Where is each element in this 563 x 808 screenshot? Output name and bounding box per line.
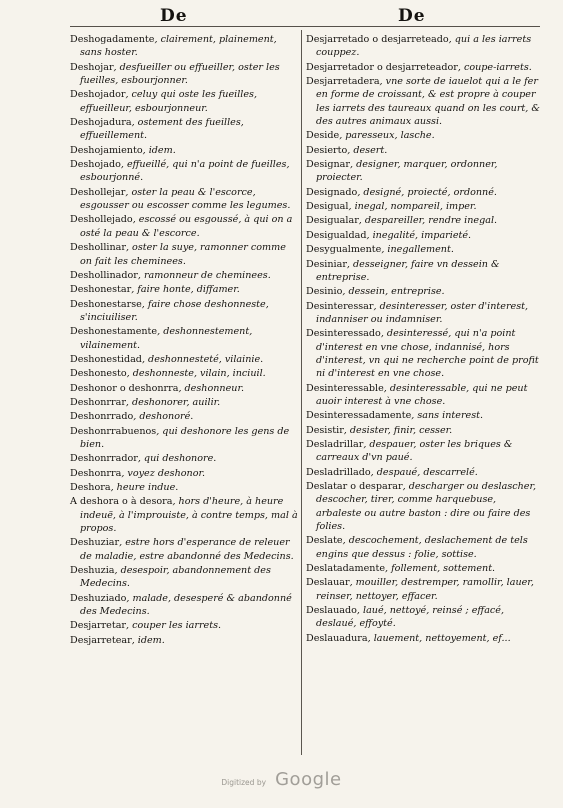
- left-column: [70, 33, 298, 648]
- dictionary-entry: [306, 480, 542, 533]
- entry-headword: Desygualmente: [306, 244, 382, 256]
- right-column: [306, 33, 542, 646]
- entry-headword: Deshonrra: [70, 467, 122, 479]
- entry-headword: Deside: [306, 130, 340, 142]
- dictionary-entry: [306, 424, 542, 437]
- entry-headword: Designar: [306, 159, 350, 171]
- entry-headword: Deshuzia: [70, 565, 115, 577]
- dictionary-entry: [306, 214, 542, 227]
- entry-headword: Deshonrrador: [70, 453, 138, 465]
- entry-headword: Deslauar: [306, 577, 350, 589]
- dictionary-entry: [70, 116, 298, 143]
- entry-definition: , follement, sottement.: [385, 563, 496, 575]
- entry-headword: Desistir: [306, 424, 344, 436]
- entry-definition: , despareiller, rendre inegal.: [358, 215, 498, 227]
- entry-headword: Desjarretar: [70, 620, 126, 632]
- entry-headword: Desinteressar: [306, 300, 374, 312]
- entry-definition: , desfueiller ou effueiller, oster les fueilles, esbourjonner.: [80, 61, 280, 87]
- dictionary-entry: [70, 213, 298, 240]
- dictionary-entry: [70, 88, 298, 115]
- dictionary-entry: [306, 61, 542, 74]
- dictionary-entry: [70, 536, 298, 563]
- entry-headword: Deshollinar: [70, 242, 126, 254]
- entry-definition: , oster la suye, ramonner comme on fait les cheminees.: [80, 242, 286, 267]
- entry-definition: , deshonnesteté, vilainie.: [141, 353, 264, 365]
- dictionary-entry: [70, 452, 298, 465]
- dictionary-entry: [306, 285, 542, 298]
- entry-definition: , despauer, oster les briques & carreaux d'vn paué.: [316, 438, 513, 464]
- entry-definition: , deshonorer, auilir.: [125, 396, 221, 408]
- entry-headword: Desigual: [306, 201, 349, 213]
- dictionary-entry: [306, 258, 542, 285]
- entry-definition: , despaué, descarrelé.: [370, 466, 478, 478]
- dictionary-entry: [70, 634, 298, 647]
- running-head-left: De: [160, 6, 188, 26]
- entry-definition: , designer, marquer, ordonner, proiecter.: [316, 159, 498, 184]
- header-rule: [70, 26, 540, 27]
- entry-definition: , qui a les iarrets couppez.: [316, 34, 532, 59]
- entry-definition: , coupe-iarrets.: [457, 61, 532, 73]
- entry-definition: , escossé ou esgoussé, à qui on a osté la peau & l'escorce.: [80, 214, 293, 239]
- entry-definition: , desespoir, abandonnement des Medecins.: [80, 565, 271, 590]
- entry-definition: , celuy qui oste les fueilles, effueilleur, esbourjonneur.: [80, 89, 258, 114]
- entry-definition: , dessein, entreprise.: [342, 286, 445, 298]
- entry-definition: , qui deshonore.: [137, 453, 217, 465]
- entry-definition: , desinteresser, oster d'interest, indanniser ou indamniser.: [316, 300, 529, 325]
- entry-definition: , estre hors d'esperance de releuer de maladie, estre abandonné des Medecins.: [80, 537, 294, 562]
- entry-definition: , inegalité, imparieté.: [366, 229, 472, 241]
- entry-definition: , desseigner, faire vn dessein & entreprise.: [316, 258, 500, 283]
- entry-headword: Deshojado: [70, 159, 121, 171]
- entry-headword: Desiniar: [306, 258, 347, 270]
- column-divider: [301, 30, 302, 755]
- dictionary-entry: [306, 75, 542, 128]
- dictionary-entry: [70, 382, 298, 395]
- dictionary-entry: [70, 325, 298, 352]
- dictionary-entry: [70, 495, 298, 535]
- entry-headword: A deshora o à desora: [70, 496, 173, 508]
- entry-definition: , oster la peau & l'escorce, esgousser ou escosser comme les legumes.: [80, 186, 291, 212]
- entry-headword: Desjarretador o desjarreteador: [306, 61, 458, 73]
- entry-definition: , deshonnestement, vilainement.: [80, 326, 253, 351]
- entry-headword: Desladrillar: [306, 438, 364, 450]
- entry-headword: Deshuziado: [70, 592, 127, 604]
- dictionary-entry: [306, 144, 542, 157]
- entry-headword: Deshonrrado: [70, 411, 134, 423]
- entry-headword: Deslauado: [306, 605, 357, 617]
- entry-headword: Deshora: [70, 482, 111, 493]
- dictionary-entry: [70, 425, 298, 452]
- dictionary-entry: [70, 158, 298, 185]
- running-head-right: De: [398, 6, 426, 26]
- entry-headword: Deshuziar: [70, 537, 120, 549]
- entry-definition: , clairement, plainement, sans hoster.: [80, 34, 277, 59]
- dictionary-entry: [70, 283, 298, 296]
- dictionary-entry: [306, 158, 542, 185]
- dictionary-entry: [306, 409, 542, 422]
- entry-headword: Deshonestamente: [70, 326, 158, 338]
- dictionary-entry: [70, 33, 298, 60]
- dictionary-entry: [306, 300, 542, 327]
- dictionary-entry: [306, 466, 542, 479]
- entry-headword: Desierto: [306, 144, 348, 156]
- entry-definition: , laué, nettoyé, reinsé ; effacé, deslaué, effoyté.: [316, 605, 505, 630]
- entry-headword: Desjarretadera: [306, 76, 380, 88]
- entry-definition: , sans interest.: [411, 410, 484, 422]
- running-header: [0, 4, 563, 26]
- dictionary-entry: [70, 367, 298, 380]
- dictionary-entry: [70, 269, 298, 282]
- entry-definition: , voyez deshonor.: [121, 467, 206, 479]
- dictionary-entry: [306, 382, 542, 409]
- entry-headword: Deshonrrabuenos: [70, 425, 157, 437]
- dictionary-entry: [306, 229, 542, 242]
- entry-definition: , idem.: [131, 634, 165, 646]
- entry-definition: , ramonneur de cheminees.: [137, 269, 271, 281]
- entry-definition: , hors d'heure, à heure indeuë, à l'improuiste, à contre temps, mal à propos.: [80, 496, 298, 535]
- entry-definition: , faire honte, diffamer.: [131, 284, 240, 296]
- dictionary-entry: [70, 241, 298, 268]
- entry-headword: Desjarretear: [70, 634, 132, 646]
- entry-definition: , faire chose deshonneste, s'inciuiliser.: [80, 298, 269, 323]
- dictionary-entry: [70, 564, 298, 591]
- dictionary-entry: [306, 534, 542, 561]
- entry-headword: Deshollejado: [70, 214, 133, 226]
- dictionary-entry: [306, 33, 542, 60]
- entry-headword: Deshonrrar: [70, 396, 126, 408]
- entry-headword: Desigualdad: [306, 229, 367, 241]
- entry-definition: , idem.: [142, 144, 176, 156]
- dictionary-entry: [306, 129, 542, 142]
- entry-definition: , desinteressé, qui n'a point d'interest en vne chose, indannisé, hors d'interest, vn qui ne recherche point de profit ni d'interest en vne chose.: [316, 328, 539, 380]
- entry-headword: Deshonor o deshonrra: [70, 382, 179, 394]
- dictionary-entry: [70, 481, 298, 494]
- entry-headword: Desinio: [306, 286, 343, 298]
- entry-headword: Deshogadamente: [70, 34, 155, 45]
- google-logo: Google: [275, 769, 342, 790]
- dictionary-entry: [306, 562, 542, 575]
- entry-headword: Desigualar: [306, 215, 359, 227]
- dictionary-entry: [70, 186, 298, 213]
- dictionary-entry: [306, 186, 542, 199]
- dictionary-entry: [306, 327, 542, 380]
- entry-definition: , descharger ou deslascher, descocher, tirer, comme harquebuse, arbaleste ou autre baston : dire ou faire des folies.: [316, 481, 537, 533]
- dictionary-entry: [70, 410, 298, 423]
- entry-headword: Deslatar o desparar: [306, 481, 403, 492]
- entry-definition: , desister, finir, cesser.: [343, 424, 453, 436]
- entry-headword: Desladrillado: [306, 466, 371, 478]
- entry-definition: , desert.: [347, 144, 388, 156]
- entry-definition: , qui deshonore les gens de bien.: [80, 425, 290, 450]
- entry-headword: Deshonesto: [70, 368, 127, 380]
- entry-headword: Deshonestar: [70, 284, 132, 296]
- entry-headword: Deshojar: [70, 61, 114, 73]
- entry-definition: , heure indue.: [110, 482, 179, 493]
- dictionary-entry: [306, 632, 542, 645]
- entry-definition: , couper les iarrets.: [126, 620, 222, 632]
- entry-definition: , deshonoré.: [133, 411, 194, 423]
- dictionary-entry: [306, 604, 542, 631]
- entry-headword: Deshojador: [70, 89, 126, 101]
- dictionary-entry: [70, 619, 298, 632]
- entry-definition: , inegallement.: [381, 244, 454, 256]
- entry-headword: Desinteressado: [306, 328, 381, 340]
- entry-definition: , deshonneste, vilain, inciuil.: [126, 368, 266, 380]
- entry-headword: Deslauadura: [306, 632, 368, 644]
- entry-headword: Desinteressadamente: [306, 410, 412, 422]
- entry-definition: , malade, desesperé & abandonné des Medecins.: [80, 592, 292, 618]
- entry-definition: , vne sorte de iauelot qui a le fer en forme de croissant, & est propre à couper les iarrets des taureaux quand on les court, & des autres animaux aussi.: [316, 76, 540, 128]
- entry-headword: Deslatadamente: [306, 563, 386, 575]
- entry-definition: , ostement des fueilles, effueillement.: [80, 117, 244, 142]
- dictionary-entry: [70, 144, 298, 157]
- entry-definition: , paresseux, lasche.: [339, 130, 435, 142]
- entry-definition: , effueillé, qui n'a point de fueilles, esbourjonné.: [80, 159, 290, 184]
- dictionary-entry: [70, 61, 298, 88]
- entry-headword: Designado: [306, 186, 358, 198]
- entry-definition: , designé, proiecté, ordonné.: [357, 186, 497, 198]
- entry-headword: Deshollinador: [70, 269, 138, 281]
- digitized-by-label: Digitized by: [221, 778, 267, 787]
- dictionary-entry: [70, 353, 298, 366]
- entry-headword: Desinteressable: [306, 382, 384, 394]
- entry-definition: , inegal, nompareil, imper.: [348, 201, 477, 213]
- entry-headword: Desjarretado o desjarreteado: [306, 34, 449, 45]
- entry-definition: , lauement, nettoyement, ef...: [367, 632, 511, 644]
- entry-definition: , mouiller, destremper, ramollir, lauer, reinser, nettoyer, effacer.: [316, 577, 534, 602]
- dictionary-entry: [70, 592, 298, 619]
- dictionary-entry: [70, 396, 298, 409]
- dictionary-entry: [306, 438, 542, 465]
- entry-definition: , desinteressable, qui ne peut auoir interest à vne chose.: [316, 382, 528, 407]
- dictionary-entry: [70, 467, 298, 480]
- entry-definition: , deshonneur.: [178, 382, 245, 394]
- entry-headword: Deshonestarse: [70, 298, 142, 310]
- entry-definition: , descochement, deslachement de tels engins que dessus : folie, sottise.: [316, 535, 528, 560]
- entry-headword: Deshojadura: [70, 117, 132, 129]
- dictionary-entry: [306, 576, 542, 603]
- dictionary-entry: [306, 243, 542, 256]
- entry-headword: Deshojamiento: [70, 144, 143, 156]
- dictionary-entry: [70, 298, 298, 325]
- entry-headword: Deslate: [306, 535, 343, 547]
- dictionary-entry: [306, 200, 542, 213]
- entry-headword: Deshonestidad: [70, 353, 142, 365]
- entry-headword: Deshollejar: [70, 186, 126, 198]
- scan-footer: [0, 769, 563, 790]
